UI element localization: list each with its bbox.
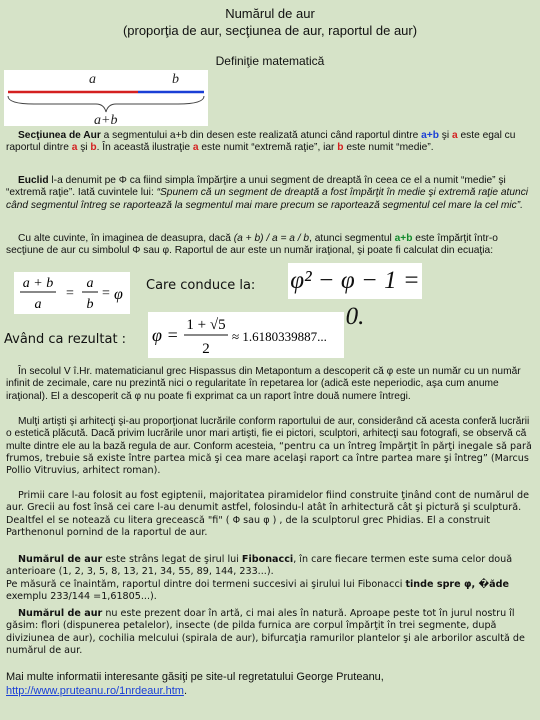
brace	[8, 96, 204, 112]
text: Cu alte cuvinte, în imaginea de deasupra, dacă	[18, 233, 234, 244]
phi-decimal: ≈ 1.6180339887...	[232, 329, 327, 344]
phi-denominator: 2	[202, 341, 210, 357]
paragraph-fibonacci	[6, 554, 534, 603]
phi-numerator: 1 + √5	[186, 317, 226, 333]
label-b: b	[172, 72, 179, 87]
label-sum: a+b	[94, 113, 118, 126]
euclid-quote: “Spunem că un segment de dreaptă a fost împărţit în medie şi extremă raţie atunci când segmentul întreg se raportează la segmentul mai mare precum se raportează segmentul cel mare la cel mic”.	[6, 187, 529, 211]
text: şi	[438, 130, 452, 141]
paragraph-hispassus	[6, 366, 534, 403]
text: .	[183, 685, 187, 697]
term-golden-number: Numărul de aur	[18, 608, 103, 619]
ratio-lhs-denominator: a	[34, 297, 42, 312]
text: Primii care l-au folosit au fost egiptenii, majoritatea piramidelor fiind construite ţinând cont de numărul de aur. Grecii au fost însă cei care l-au denumit astfel, folosindu-l atât în arhitectură cât şi pictură şi sculptură. Dealtfel el se notează cu litera grecească "fi" ( Φ sau φ ) , de la sculptorul grec Phidias. El a construit Parthenonul pornind de la raportul de aur.	[6, 490, 530, 538]
text: este numit “extremă raţie”, iar	[198, 142, 338, 154]
phi-symbol: φ	[114, 286, 123, 303]
paragraph-definition	[6, 130, 534, 155]
result-label: Având ca rezultat :	[4, 332, 127, 347]
symbol-ab: a+b	[394, 233, 413, 244]
text: este numit “medie”.	[343, 142, 434, 154]
symbol-a: a	[71, 142, 78, 154]
ratio-equation-svg	[14, 272, 130, 314]
text: , atunci segmentul	[309, 233, 395, 244]
phi-value-svg	[148, 312, 344, 358]
text: Mulţi artişti şi arhitecţi şi-au proporţionat lucrările conform raportului de aur, considerând că acesta conferă lucrării o estetică plăcută. Dacă privim lucrările unor mari artişti, fie ei pictori, sculptori, arhitecţi sau fotografi, se observă că multe dintre ele au la bază regula de aur. Conform acesteia,	[6, 416, 530, 452]
text: nu este prezent doar în artă, ci mai ales în natură. Aproape peste tot în jurul nostru îl găsim: flori (dispunerea petalelor), insecte (de pilda furnica are corpul împărţit în trei segmente, după diviziunea de aur), cochilia melcului (spirala de aur), bifurcaţia ramurilor plantelor şi ale arborilor ascultă de numărul de aur.	[6, 608, 525, 656]
ratio-rhs-denominator: b	[86, 297, 94, 312]
quadratic-equation: φ² − φ − 1 = 0.	[288, 263, 422, 299]
text: Pe măsură ce înaintăm, raportul dintre doi termeni succesivi ai şirului lui Fibonacci	[6, 578, 406, 590]
text: , în care fiecare termen este suma celor două anterioare (1, 2, 3, 5, 8, 13, 21, 34, 55, 89, 144, 233...).	[6, 554, 513, 578]
footer	[6, 670, 534, 698]
footer-text: Mai multe informatii interesante găsiţi pe site-ul regretatului George Pruteanu,	[6, 671, 384, 683]
phi-value-equation	[148, 312, 344, 358]
text: . În această ilustraţie	[96, 142, 193, 154]
text: este strâns legat de şirul lui	[102, 554, 242, 565]
text: În secolul V î.Hr. matematicianul grec Hispassus din Metapontum a descoperit că φ este un număr cu un număr infinit de zecimale, care nu prezintă nici o regularitate în repetarea lor (adică este neperiodic, aşa cum anume iraţional). El a descoperit că φ nu poate fi exprimat ca un raport între două numere întregi.	[6, 366, 521, 402]
ratio-lhs-numerator: a + b	[22, 276, 54, 291]
ratio-equation	[14, 272, 130, 314]
text: este egal cu raportul dintre	[6, 130, 516, 154]
paragraph-artists	[6, 416, 534, 477]
label-a: a	[89, 72, 96, 87]
page-title: Numărul de aur	[225, 6, 315, 21]
paragraph-other-words	[6, 233, 534, 258]
term-fibonacci: Fibonacci	[241, 554, 294, 565]
text: a segmentului a+b din desen este realizată atunci când raportul dintre	[100, 130, 422, 141]
paragraph-nature	[6, 608, 534, 657]
text: şi	[77, 142, 91, 154]
text: exemplu 233/144 =1,61805...).	[6, 590, 157, 602]
pruteanu-link[interactable]: http://www.pruteanu.ro/1nrdeaur.htm	[6, 685, 184, 697]
vitruvius-quote: “pentru ca un întreg împărţit în părţi inegale să pară frumos, trebuie să existe între partea mică şi cea mare acelaşi raport ca între partea mare şi întreg” (Marcus Pollio Vitruvius, arhitect roman).	[6, 440, 532, 477]
page-subtitle: (proporţia de aur, secţiunea de aur, raportul de aur)	[122, 23, 418, 38]
symbol-a: a	[451, 130, 458, 141]
ratio-rhs-numerator: a	[86, 276, 94, 291]
golden-section-diagram	[4, 70, 208, 126]
text: l-a denumit pe Φ ca fiind simpla împărţire a unui segment de dreaptă în ceea ce el a numit “medie” şi “extremă raţie”. Iată cuvintele lui:	[6, 175, 506, 199]
segment-diagram	[4, 70, 208, 126]
svg-text:=: =	[66, 286, 74, 301]
term-golden-section: Secţiunea de Aur	[18, 130, 101, 141]
inline-formula: (a + b) / a = a / b	[233, 233, 310, 244]
tends-to-phi: tinde spre φ, �ăde	[405, 578, 510, 590]
leads-to-label: Care conduce la:	[146, 278, 256, 293]
term-golden-number: Numărul de aur	[18, 554, 103, 565]
paragraph-euclid	[6, 175, 534, 212]
text: este împărţit într-o secţiune de aur cu simbolul Φ sau φ. Raportul de aur este un număr iraţional, şi poate fi calculat din ecuaţia:	[6, 233, 498, 257]
symbol-b: b	[90, 142, 97, 154]
symbol-a: a	[192, 142, 199, 154]
paragraph-egyptians	[6, 490, 534, 539]
section-heading: Definiţie matematică	[215, 54, 325, 68]
name-euclid: Euclid	[18, 175, 49, 186]
svg-text:=: =	[102, 286, 110, 301]
svg-text:φ =: φ =	[152, 325, 179, 345]
symbol-ab: a+b	[421, 130, 439, 141]
symbol-b: b	[337, 142, 344, 154]
